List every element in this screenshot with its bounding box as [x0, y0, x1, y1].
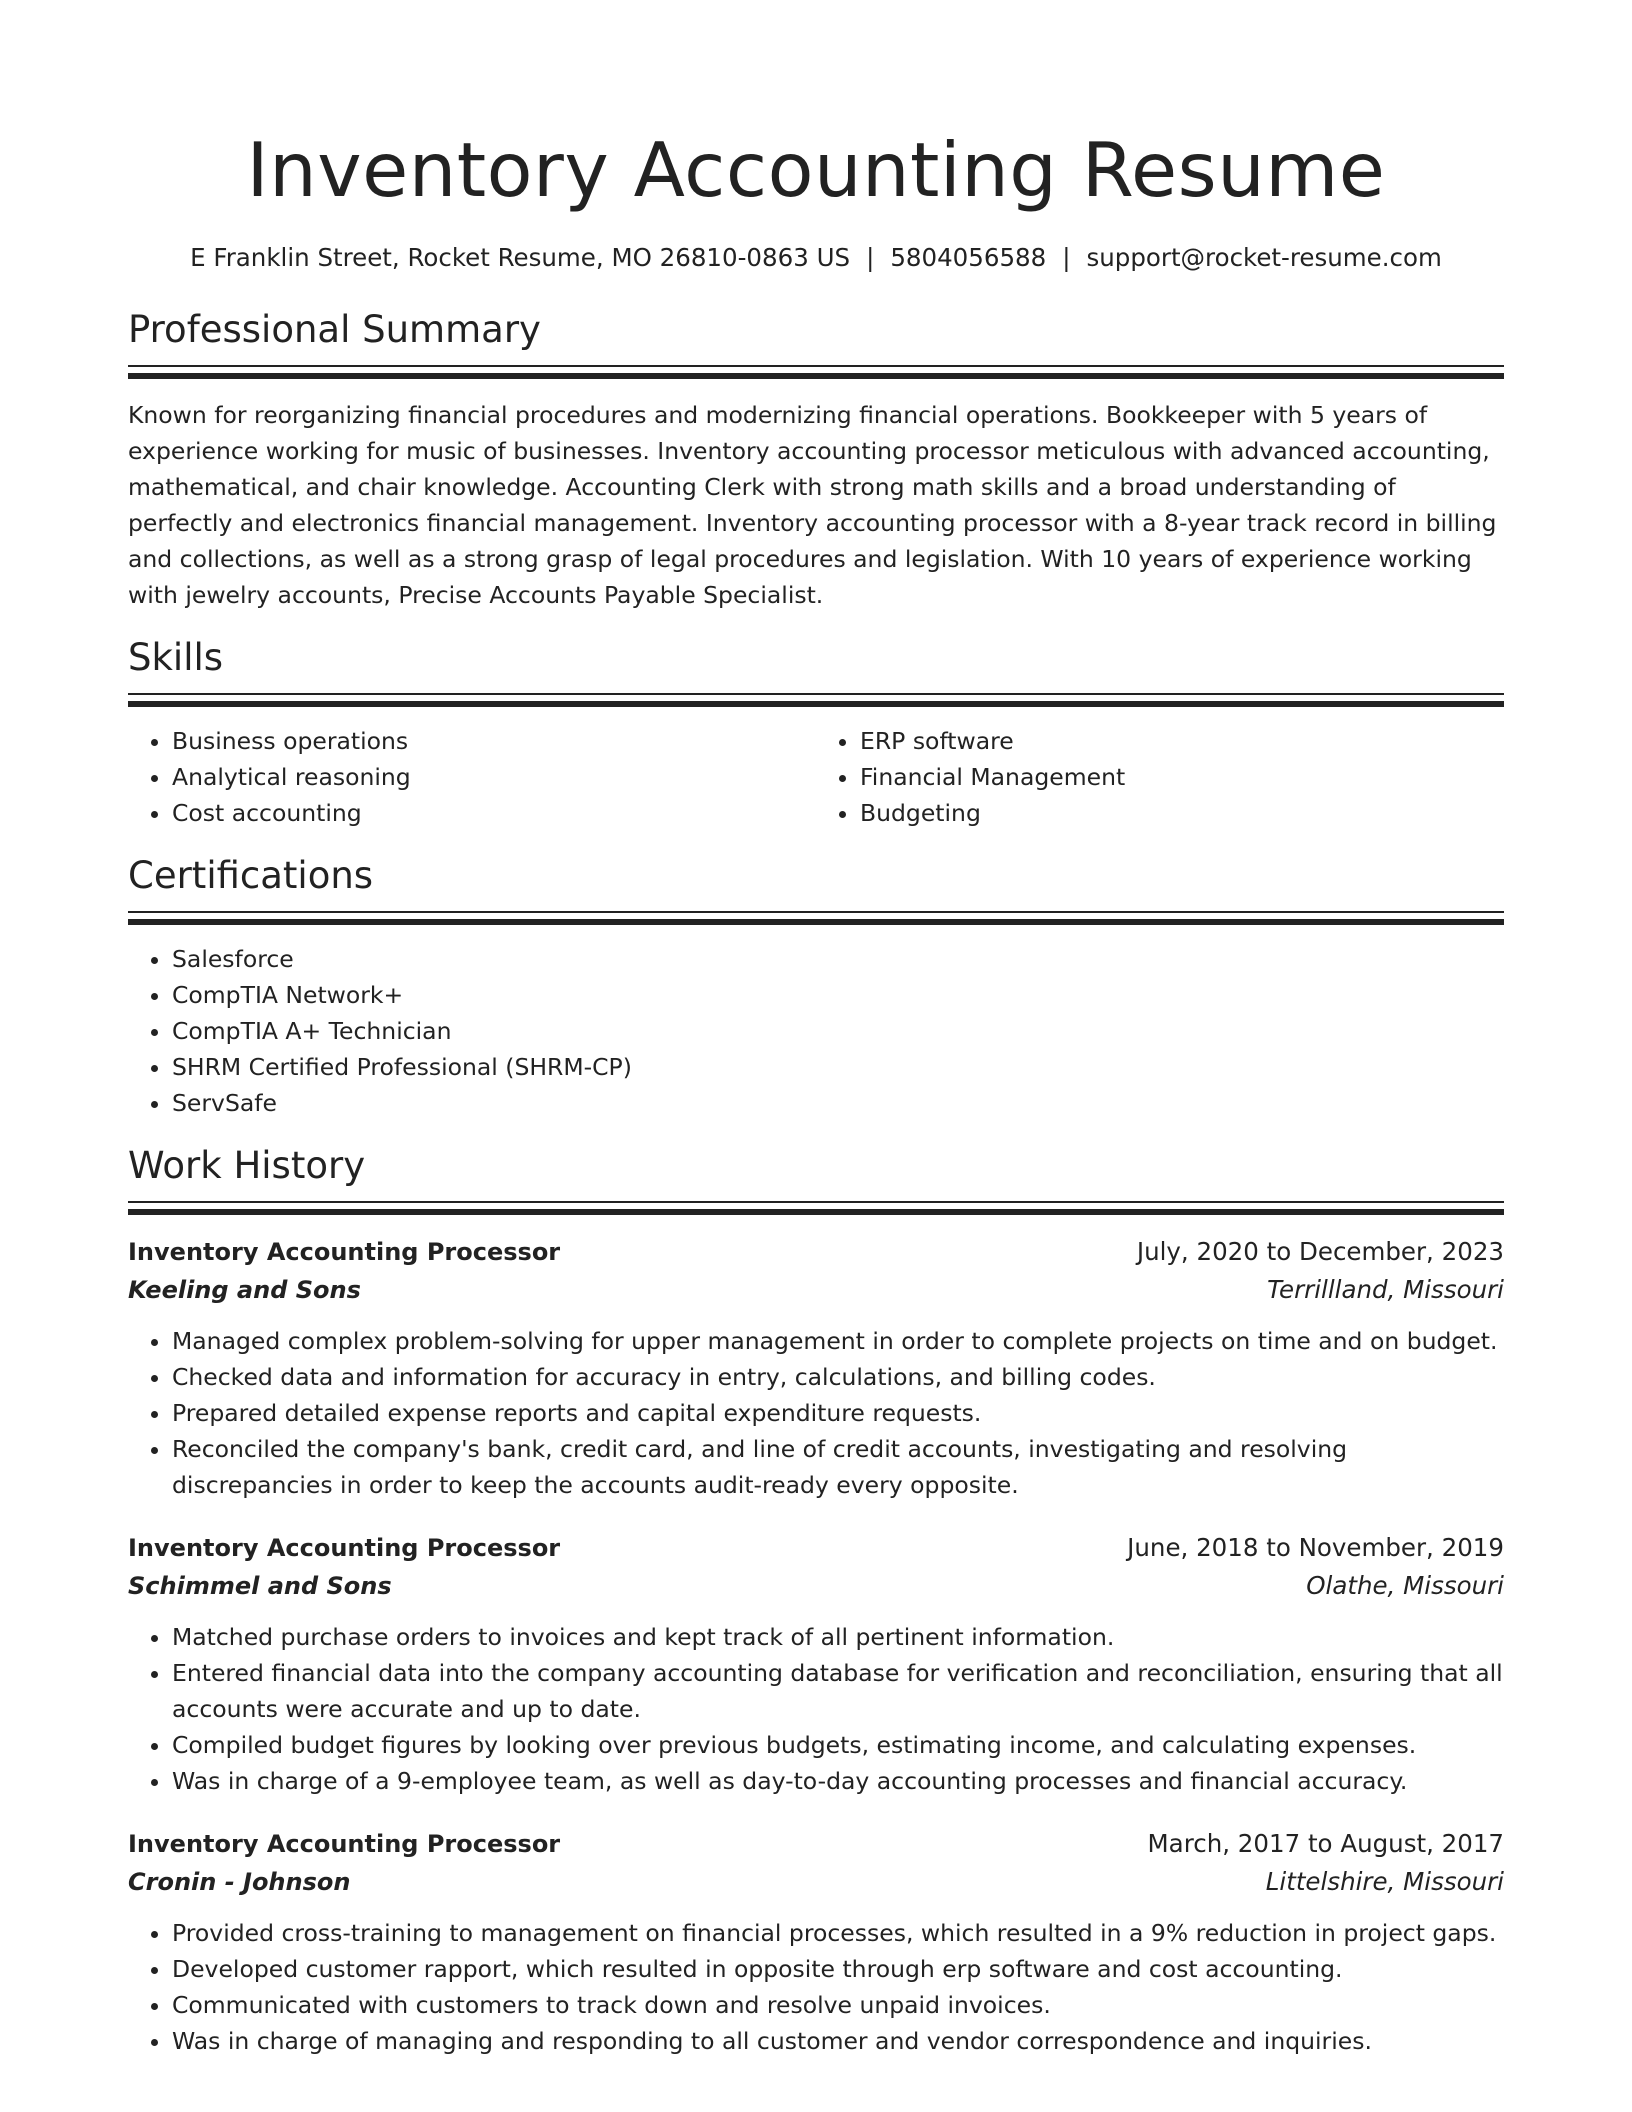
job-bullets — [128, 1323, 1504, 1503]
job-bullet: • Compiled budget figures by looking over previous budgets, estimating income, and calculating expenses. — [172, 1727, 1504, 1763]
job-bullet: • Reconciled the company's bank, credit card, and line of credit accounts, investigating and resolving discrepancies in order to keep the accounts audit-ready every opposite. — [172, 1431, 1504, 1503]
job-dates: July, 2020 to December, 2023 — [1136, 1237, 1504, 1266]
job-bullet: • Developed customer rapport, which resulted in opposite through erp software and cost accounting. — [172, 1951, 1504, 1987]
section-divider — [128, 1201, 1504, 1217]
certification-item: • CompTIA Network+ — [172, 977, 1504, 1013]
job-dates: June, 2018 to November, 2019 — [1127, 1533, 1504, 1562]
certifications-section — [128, 853, 1504, 1121]
section-title-certifications: Certifications — [128, 854, 374, 897]
job-title: Inventory Accounting Processor — [128, 1534, 561, 1562]
certification-item: • ServSafe — [172, 1085, 1504, 1121]
job-title: Inventory Accounting Processor — [128, 1238, 561, 1266]
summary-section — [128, 307, 1504, 613]
job-bullet: • Communicated with customers to track down and resolve unpaid invoices. — [172, 1987, 1504, 2023]
skill-item: • ERP software — [860, 723, 1504, 759]
contact-phone: 5804056588 — [890, 243, 1047, 272]
contact-line — [128, 240, 1504, 276]
job-location: Olathe, Missouri — [1306, 1571, 1504, 1600]
skill-item: • Cost accounting — [172, 795, 816, 831]
skills-section — [128, 635, 1504, 831]
job-location: Terrillland, Missouri — [1267, 1275, 1504, 1304]
section-title-work-history: Work History — [128, 1144, 366, 1187]
job-entry — [128, 1233, 1504, 1503]
certifications-list — [128, 941, 1504, 1121]
contact-address: E Franklin Street, Rocket Resume, MO 26810-0863 US — [190, 243, 851, 272]
skills-grid — [128, 723, 1504, 831]
job-dates: March, 2017 to August, 2017 — [1147, 1829, 1504, 1858]
contact-email: support@rocket-resume.com — [1086, 243, 1442, 272]
job-bullet: • Was in charge of a 9-employee team, as well as day-to-day accounting processes and financial accuracy. — [172, 1763, 1504, 1799]
section-divider — [128, 693, 1504, 709]
skill-item: • Financial Management — [860, 759, 1504, 795]
skill-item: • Analytical reasoning — [172, 759, 816, 795]
job-bullet: • Provided cross-training to management on financial processes, which resulted in a 9% reduction in project gaps. — [172, 1915, 1504, 1951]
job-bullet: • Matched purchase orders to invoices and kept track of all pertinent information. — [172, 1619, 1504, 1655]
job-entry — [128, 1825, 1504, 2059]
certification-item: • CompTIA A+ Technician — [172, 1013, 1504, 1049]
job-company: Cronin - Johnson — [128, 1868, 351, 1896]
job-bullet: • Was in charge of managing and responding to all customer and vendor correspondence and inquiries. — [172, 2023, 1504, 2059]
job-bullets — [128, 1619, 1504, 1799]
skill-item: • Business operations — [172, 723, 816, 759]
skill-item: • Budgeting — [860, 795, 1504, 831]
certification-item: • Salesforce — [172, 941, 1504, 977]
skills-column-right — [816, 723, 1504, 831]
summary-text: Known for reorganizing financial procedures and modernizing financial operations. Bookkeeper with 5 years of experience working for music of businesses. Inventory accounting processor meticulous with advanced accounting, mathematical, and chair knowledge. Accounting Clerk with strong math skills and a broad understanding of perfectly and electronics financial management. Inventory accounting processor with a 8-year track record in billing and collections, as well as a strong grasp of legal procedures and legislation. With 10 years of experience working with jewelry accounts, Precise Accounts Payable Specialist. — [128, 401, 1497, 609]
work-history-section — [128, 1143, 1504, 2059]
job-location: Littelshire, Missouri — [1265, 1867, 1504, 1896]
job-bullets — [128, 1915, 1504, 2059]
section-title-summary: Professional Summary — [128, 308, 541, 351]
section-divider — [128, 365, 1504, 381]
resume-title: Inventory Accounting Resume — [246, 126, 1386, 214]
job-company: Schimmel and Sons — [128, 1572, 392, 1600]
job-company: Keeling and Sons — [128, 1276, 361, 1304]
job-bullet: • Checked data and information for accuracy in entry, calculations, and billing codes. — [172, 1359, 1504, 1395]
section-divider — [128, 911, 1504, 927]
section-title-skills: Skills — [128, 636, 224, 679]
job-title: Inventory Accounting Processor — [128, 1830, 561, 1858]
skills-column-left — [128, 723, 816, 831]
job-bullet: • Prepared detailed expense reports and capital expenditure requests. — [172, 1395, 1504, 1431]
job-bullet: • Entered financial data into the company accounting database for verification and reconciliation, ensuring that all accounts were accurate and up to date. — [172, 1655, 1504, 1727]
job-bullet: • Managed complex problem-solving for upper management in order to complete projects on time and on budget. — [172, 1323, 1504, 1359]
contact-separator: | — [866, 243, 875, 272]
job-entry — [128, 1529, 1504, 1799]
certification-item: • SHRM Certified Professional (SHRM-CP) — [172, 1049, 1504, 1085]
contact-separator: | — [1062, 243, 1071, 272]
